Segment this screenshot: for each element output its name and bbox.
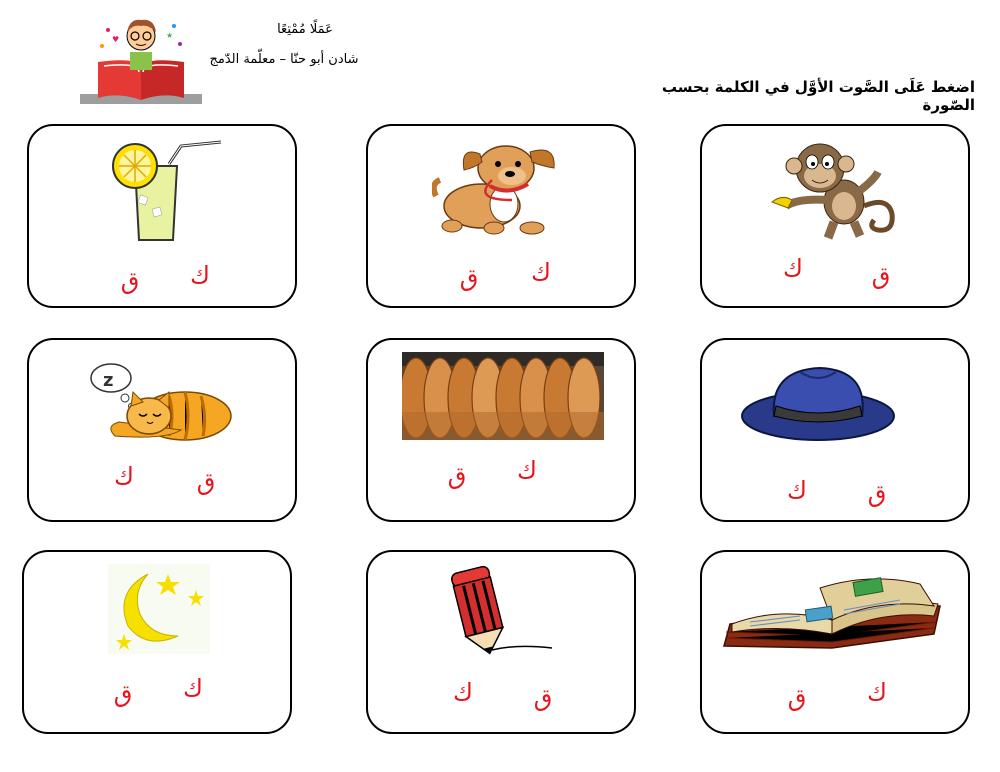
teacher-name: شادن أبو حنّا – معلّمة الدّمج [209,52,359,67]
monkey-icon [768,136,902,242]
card-pencil [366,550,636,734]
letter-option-qaf[interactable]: ق [447,462,467,490]
svg-text:z: z [103,370,114,391]
letter-option-qaf[interactable]: ق [787,684,807,712]
letter-option-kaf[interactable]: ك [783,254,803,282]
letter-option-qaf[interactable]: ق [459,264,479,292]
lemonade-icon [103,136,223,244]
letter-option-kaf[interactable]: ك [867,678,887,706]
letter-option-qaf[interactable]: ق [120,267,140,295]
book-icon [720,564,950,660]
letter-option-kaf[interactable]: ك [531,258,551,286]
card-lemonade [27,124,297,308]
card-moon [22,550,292,734]
cat-icon [85,360,235,442]
card-hat [700,338,970,522]
moon-icon [108,564,210,654]
card-book [700,550,970,734]
card-cat [27,338,297,522]
letter-option-kaf[interactable]: ك [787,476,807,504]
svg-text:♥: ♥ [112,35,120,44]
card-monkey [700,124,970,308]
letter-option-kaf[interactable]: ك [183,674,203,702]
letter-option-kaf[interactable]: ك [114,462,134,490]
card-bread [366,338,636,522]
letter-option-qaf[interactable]: ق [867,480,887,508]
hat-icon [740,362,896,446]
letter-option-qaf[interactable]: ق [196,468,216,496]
dog-icon [432,140,564,236]
letter-option-kaf[interactable]: ك [453,678,473,706]
letter-option-kaf[interactable]: ك [517,456,537,484]
letter-option-qaf[interactable]: ق [871,262,891,290]
letter-option-kaf[interactable]: ك [190,261,210,289]
card-dog [366,124,636,308]
letter-option-qaf[interactable]: ق [113,680,133,708]
letter-option-qaf[interactable]: ق [533,684,553,712]
svg-text:★: ★ [166,31,174,40]
pencil-icon [446,564,556,660]
bread-icon [402,352,604,440]
instruction-text: اضغط عَلَى الصَّوت الأوَّل في الكلمة بحسب الصّورة [661,78,975,114]
reading-child-logo [78,12,204,106]
greeting-text: عَمَلًا مُمْتِعًا [277,22,333,37]
